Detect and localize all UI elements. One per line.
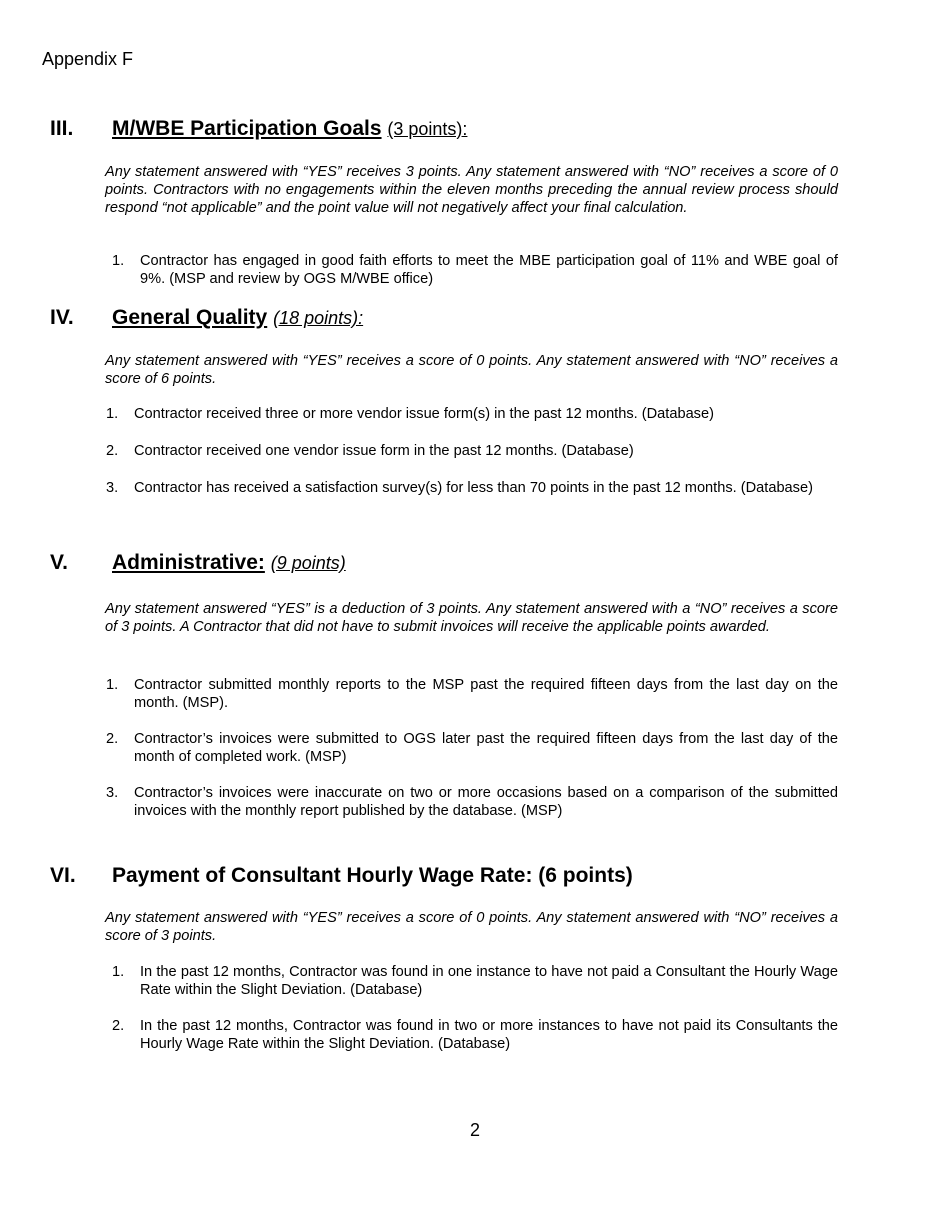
item-text: Contractor’s invoices were submitted to OGS later past the required fifteen days from the last day of the month of completed work. (MSP): [134, 731, 838, 765]
section-general-quality: [0, 306, 950, 496]
list-item: [106, 730, 838, 766]
item-number: 2.: [106, 731, 119, 747]
section-number: V.: [50, 551, 68, 574]
section-heading: [112, 551, 346, 575]
section-number: IV.: [50, 306, 74, 329]
section-points: (9 points): [270, 553, 346, 573]
section-title: M/WBE Participation Goals: [112, 117, 382, 140]
item-number: 3.: [106, 785, 119, 801]
section-title: Payment of Consultant Hourly Wage Rate: (6 points): [112, 864, 633, 887]
section-heading: [112, 117, 467, 141]
list-item: [112, 1017, 838, 1053]
list-item: [106, 676, 838, 712]
section-number: VI.: [50, 864, 76, 887]
item-text: Contractor received three or more vendor issue form(s) in the past 12 months. (Database): [134, 406, 714, 422]
list-item: [112, 963, 838, 999]
item-text: In the past 12 months, Contractor was found in two or more instances to have not paid its Consultants the Hourly Wage Rate within the Slight Deviation. (Database): [140, 1018, 838, 1052]
section-number: III.: [50, 117, 74, 140]
item-text: Contractor’s invoices were inaccurate on two or more occasions based on a comparison of the submitted invoices with the monthly report published by the database. (MSP): [134, 785, 838, 819]
appendix-label: Appendix F: [42, 49, 134, 69]
item-text: In the past 12 months, Contractor was found in one instance to have not paid a Consultant the Hourly Wage Rate within the Slight Deviation. (Database): [140, 964, 838, 998]
section-title: General Quality: [112, 306, 268, 329]
section-intro: Any statement answered “YES” is a deduction of 3 points. Any statement answered with a “NO” receives a score of 3 points. A Contractor that did not have to submit invoices will receive the applicable points awarded.: [105, 601, 838, 635]
section-intro: Any statement answered with “YES” receives a score of 0 points. Any statement answered with “NO” receives a score of 6 points.: [105, 353, 838, 387]
section-heading: [112, 306, 363, 330]
list-item: [106, 442, 838, 460]
item-number: 3.: [106, 480, 119, 496]
item-number: 2.: [112, 1018, 125, 1034]
section-points: (18 points):: [273, 308, 364, 328]
section-intro: Any statement answered with “YES” receives a score of 0 points. Any statement answered with “NO” receives a score of 3 points.: [105, 910, 838, 944]
item-number: 1.: [106, 406, 119, 422]
item-text: Contractor has received a satisfaction survey(s) for less than 70 points in the past 12 months. (Database): [134, 480, 813, 496]
section-title: Administrative:: [112, 551, 265, 574]
item-text: Contractor received one vendor issue form in the past 12 months. (Database): [134, 443, 634, 459]
list-item: [106, 405, 838, 423]
item-text: Contractor has engaged in good faith efforts to meet the MBE participation goal of 11% and WBE goal of 9%. (MSP and review by OGS M/WBE office): [140, 253, 838, 287]
item-number: 1.: [112, 253, 125, 269]
item-number: 1.: [112, 964, 125, 980]
page-number: 2: [469, 1120, 480, 1140]
item-number: 2.: [106, 443, 119, 459]
list-item: [112, 252, 838, 288]
section-administrative: [0, 551, 950, 819]
item-text: Contractor submitted monthly reports to the MSP past the required fifteen days from the last day on the month. (MSP).: [134, 677, 838, 711]
section-mwbe-participation-goals: [0, 117, 950, 287]
list-item: [106, 479, 838, 497]
item-number: 1.: [106, 677, 119, 693]
list-item: [106, 784, 838, 820]
section-points: (3 points):: [387, 119, 468, 139]
section-intro: Any statement answered with “YES” receives 3 points. Any statement answered with “NO” receives a score of 0 points. Contractors with no engagements within the eleven months preceding the annual review process should respond “not applicable” and the point value will not negatively affect your final calculation.: [105, 164, 838, 216]
section-heading: [112, 864, 633, 888]
section-payment-consultant-wage: [0, 864, 950, 1052]
